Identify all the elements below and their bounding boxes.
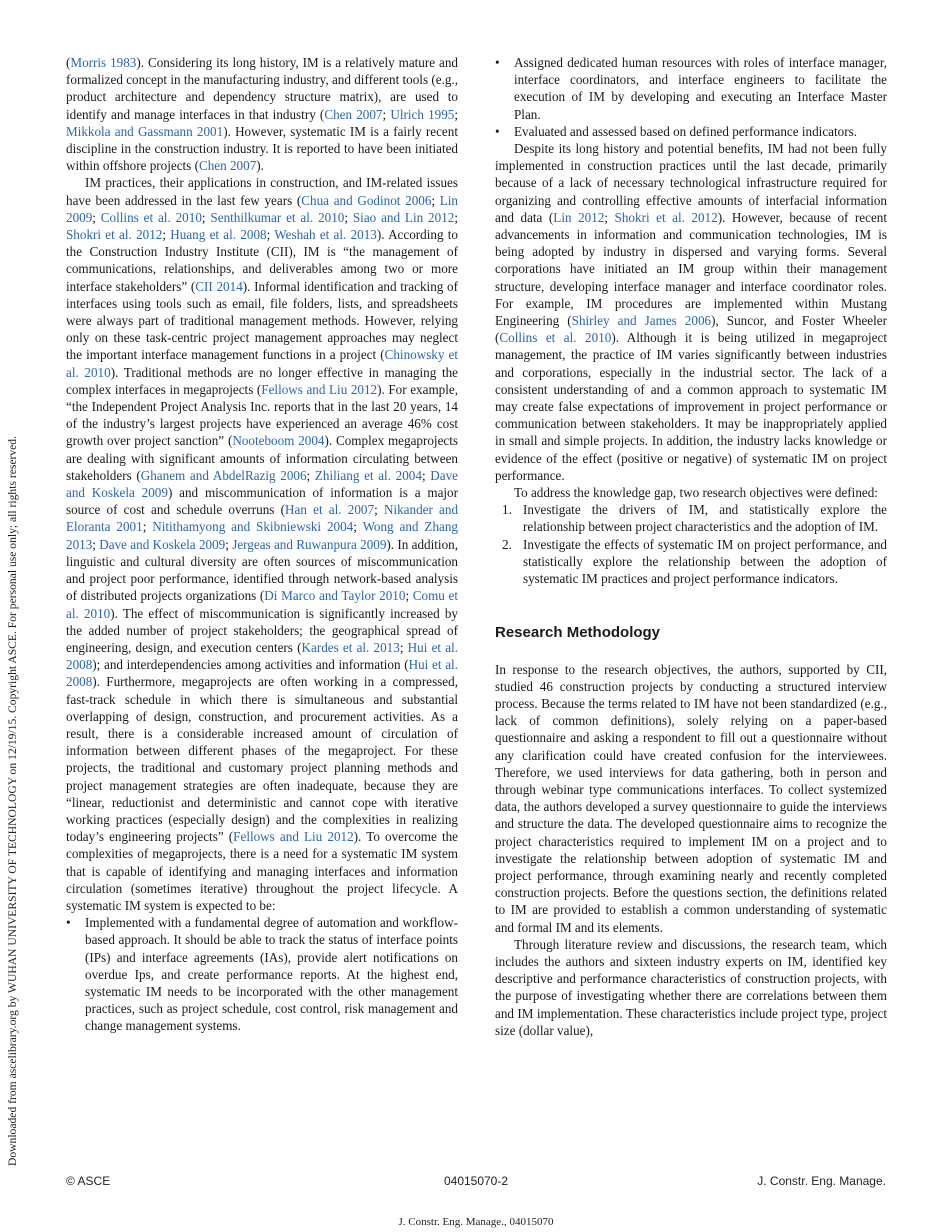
text-run: ). For example, “the Independent Project Analysis Inc. reports that in the last 20 years, 14 of the industry’s largest projects have experienced an average 46% cost growth over project sanction” (	[66, 381, 459, 449]
section-heading: Research Methodology	[495, 624, 661, 642]
text-run: ). Although it is being utilized in megaproject management, the practice of IM varies significantly between industries and corporations, especially in the industrial sector. The lack of a consistent understanding of and a common approach to systematic IM may create false expectations of improvement in project performance or communication between stakeholders. It may be inappropriately applied in small and simple projects. In addition, the industry lacks knowledge or evidence of the effect (positive or negative) of systematic IM on project performance.	[495, 330, 887, 483]
citation-link[interactable]: Shirley and James 2006	[571, 313, 712, 329]
footer-page-number: 04015070-2	[443, 1174, 509, 1188]
citation-link[interactable]: Ulrich 1995	[390, 106, 455, 122]
citation-link[interactable]: Dave and Koskela 2009	[66, 467, 458, 501]
text-run: ;	[374, 502, 384, 518]
text-run: ;	[225, 536, 233, 552]
text-run: ;	[92, 536, 100, 552]
right-column	[495, 54, 887, 1039]
text-run: ). To overcome the complexities of megaprojects, there is a need for a systematic IM system that is capable of identifying and managing interfaces and information circulation (sometimes iterative) throughout the project lifecycle. A systematic IM system is expected to be:	[66, 829, 458, 913]
citation-link[interactable]: CII 2014	[195, 278, 243, 294]
citation-link[interactable]: Siao and Lin 2012	[352, 209, 455, 225]
citation-link[interactable]: Jergeas and Ruwanpura 2009	[232, 536, 387, 552]
text-run: ;	[421, 467, 431, 483]
citation-link[interactable]: Wong and Zhang 2013	[66, 519, 458, 552]
item-number: 1.	[502, 502, 512, 518]
citation-link[interactable]: Di Marco and Taylor 2010	[264, 588, 406, 604]
text-run: ;	[454, 209, 458, 225]
citation-link[interactable]: Chen 2007	[198, 158, 257, 174]
item-text: Investigate the drivers of IM, and statistically explore the relationship between project characteristics and the adoption of IM.	[523, 502, 887, 535]
paragraph: Through literature review and discussions, the research team, which includes the authors and sixteen industry experts on IM, identified key descriptive and performance characteristics of construction projects, with the purpose of investigating whether there are correlations between them and IM implementation. These characteristics include project type, project size (dollar value),	[495, 936, 887, 1038]
text-run: ). Considering its long history, IM is a relatively mature and formalized concept in the manufacturing industry, and different tools (e.g., product architecture and dependency structure matrix), are used to identify and manage interfaces in that industry (	[66, 55, 458, 122]
footer-journal: J. Constr. Eng. Manage.	[757, 1174, 886, 1188]
text-run: ;	[382, 106, 391, 122]
citation-link[interactable]: Han et al. 2007	[285, 502, 375, 518]
citation-link[interactable]: Morris 1983	[70, 55, 137, 70]
text-run: ;	[306, 467, 315, 483]
citation-link[interactable]: Comu et al. 2010	[66, 588, 459, 621]
citation-link[interactable]: Lin 2009	[66, 192, 458, 225]
citation-link[interactable]: Dave and Koskela 2009	[99, 536, 226, 552]
citation-link[interactable]: Zhiliang et al. 2004	[314, 467, 422, 483]
download-side-note	[4, 90, 22, 1166]
side-note-text: Downloaded from ascelibrary.org by WUHAN UNIVERSITY OF TECHNOLOGY on 12/19/15. Copyright ASCE. For personal use only; all rights reserved.	[6, 436, 19, 1166]
paragraph: To address the knowledge gap, two research objectives were defined:	[514, 485, 878, 501]
citation-link[interactable]: Kardes et al. 2013	[301, 639, 400, 655]
text-run: ). However, systematic IM is a fairly recent discipline in the construction industry. It is reported to have been initiated within offshore projects (	[66, 123, 458, 174]
text-run: ;	[604, 209, 615, 225]
citation-link[interactable]: Fellows and Liu 2012	[233, 829, 354, 845]
citation-link[interactable]: Weshah et al. 2013	[274, 227, 377, 243]
citation-link[interactable]: Huang et al. 2008	[170, 227, 267, 243]
citation-link[interactable]: Senthilkumar et al. 2010	[210, 209, 345, 225]
text-run: ). Informal identification and tracking of interfaces using tools such as email, file folders, lists, and spreadsheets were always part of traditional management methods. However, relying only on these task-centric project management approaches may neglect the important interface management functions in a project (	[66, 278, 458, 363]
citation-link[interactable]: Shokri et al. 2012	[66, 227, 163, 243]
text-run: ;	[142, 519, 153, 535]
text-run: ;	[353, 519, 363, 535]
paragraph	[495, 140, 887, 484]
citation-link[interactable]: Collins et al. 2010	[499, 330, 612, 346]
citation-link[interactable]: Hui et al. 2008	[66, 639, 459, 673]
text-run: ;	[201, 209, 211, 225]
citation-link[interactable]: Fellows and Liu 2012	[261, 381, 378, 397]
text-run: ). Complex megaprojects are dealing with significant amounts of information circulating between stakeholders (	[66, 433, 459, 483]
text-run: ) and miscommunication of information is a major source of cost and schedule overruns (	[66, 485, 458, 518]
paragraph	[66, 54, 458, 174]
left-column	[66, 54, 458, 1035]
item-number: 2.	[502, 536, 512, 552]
bullet-item: • Assigned dedicated human resources with roles of interface manager, interface coordinators, and interface engineers to facilitate the execution of IM by developing and executing an Interface Master Plan.	[495, 54, 887, 123]
citation-link[interactable]: Shokri et al. 2012	[614, 209, 718, 225]
text-run: ;	[266, 227, 275, 243]
citation-link[interactable]: Nooteboom 2004	[232, 433, 325, 449]
text-run: ).	[256, 158, 264, 174]
bottom-citation: J. Constr. Eng. Manage., 04015070	[398, 1216, 554, 1228]
text-run: ;	[405, 588, 413, 604]
text-run: ), Suncor, and Foster Wheeler (	[495, 313, 887, 346]
text-run: ;	[454, 106, 459, 122]
citation-link[interactable]: Collins et al. 2010	[100, 209, 202, 225]
bullet-item: • Implemented with a fundamental degree of automation and workflow-based approach. It should be able to track the status of interface points (IPs) and interface agreements (IAs), provide alert notifications on overdue Ips, and create performance reports. At the highest end, systematic IM needs to be incorporated with the other management practices, such as project schedule, cost control, risk management and change management systems.	[66, 914, 458, 1034]
text-run: ); and interdependencies among activities and information (	[92, 657, 409, 673]
footer-copyright: © ASCE	[66, 1174, 111, 1188]
citation-link[interactable]: Hui et al. 2008	[66, 657, 458, 690]
text-run: ;	[162, 227, 171, 243]
item-text: Investigate the effects of systematic IM on project performance, and statistically explore the relationship between the adoption of systematic IM practices and project performance indicators.	[523, 536, 887, 587]
numbered-item	[495, 536, 887, 588]
text-run: ). In addition, linguistic and cultural diversity are often sources of miscommunication and project poor performance, identified through network-based analysis of distributed projects organizations (	[66, 536, 459, 604]
citation-link[interactable]: Ghanem and AbdelRazig 2006	[140, 467, 307, 483]
text-run: (	[66, 55, 71, 70]
text-run: ;	[92, 209, 101, 225]
citation-link[interactable]: Chinowsky et al. 2010	[66, 347, 458, 380]
text-run: ). Furthermore, megaprojects are often working in a compressed, fast-track schedule in which there is simultaneous and substantial overlapping of design, construction, and procurement activities. As a result, there is a considerable increased amount of circulation of information between different phases of the megaproject. For these projects, the traditional and customary project planning methods and project management strategies are often inadequate, because they are “linear, reductionist and deterministic and cannot cope with iterative working practices (especially design) and the complexities in realizing today’s engineering projects” (	[66, 674, 458, 845]
text-run: IM practices, their applications in construction, and IM-related issues have been addressed in the last few years (	[66, 175, 458, 208]
paragraph	[66, 174, 458, 914]
citation-link[interactable]: Chua and Godinot 2006	[301, 192, 432, 208]
paragraph: In response to the research objectives, the authors, supported by CII, studied 46 construction projects by conducting a structured interview process. Because the terms related to IM have not been standardized (e.g., lack of common definitions), solely relying on a paper-based questionnaire and asking a respondent to fill out a questionnaire without any clarification could have created confusion for the interviewees. Therefore, we used interviews for data gathering, both in person and through webinar type communications interfaces. To collect systemized data, the authors developed a survey questionnaire to guide the interviews and structure the data. The developed questionnaire aims to recognize the project characteristics required to implement IM on a project and to investigate the relationship between adoption of systematic IM and project performance, through examining nearly and recently completed construction projects. Before the questions section, the definitions related to IM are provided to establish a common understanding of systematic and formal IM and its elements.	[495, 661, 887, 935]
text-run: ;	[399, 639, 408, 655]
citation-link[interactable]: Mikkola and Gassmann 2001	[66, 123, 224, 139]
text-run: ). However, because of recent advancements in information and communication technologies, IM is being adopted by industry in dispersed and varying forms. Several corporations have initiated an IM group within their management structure, developing interface manager and interface coordinator roles. For example, IM procedures are implemented within Mustang Engineering (	[495, 209, 888, 329]
bullet-item: • Evaluated and assessed based on defined performance indicators.	[495, 123, 887, 140]
text-run: Despite its long history and potential benefits, IM had not been fully implemented in construction practices until the last decade, primarily because of a lack of necessary technological infrastructure required for organizing and controlling effective amounts of interfacial information and data (	[495, 141, 887, 225]
citation-link[interactable]: Lin 2012	[553, 209, 605, 225]
text-run: ;	[431, 192, 440, 208]
citation-link[interactable]: Nitithamyong and Skibniewski 2004	[152, 519, 354, 535]
citation-link[interactable]: Chen 2007	[324, 106, 383, 122]
citation-link[interactable]: Nikander and Eloranta 2001	[66, 502, 459, 535]
numbered-item	[495, 501, 887, 535]
text-run: ). Traditional methods are no longer effective in managing the complex interfaces in megaprojects (	[66, 364, 458, 397]
text-run: ). The effect of miscommunication is significantly increased by the added number of project stakeholders; the geographical spread of engineering, design, and execution centers (	[66, 605, 458, 655]
text-run: ). According to the Construction Industry Institute (CII), IM is “the management of communications, relationships, and deliverables among two or more interface stakeholders” (	[66, 227, 459, 294]
text-run: ;	[344, 209, 353, 225]
